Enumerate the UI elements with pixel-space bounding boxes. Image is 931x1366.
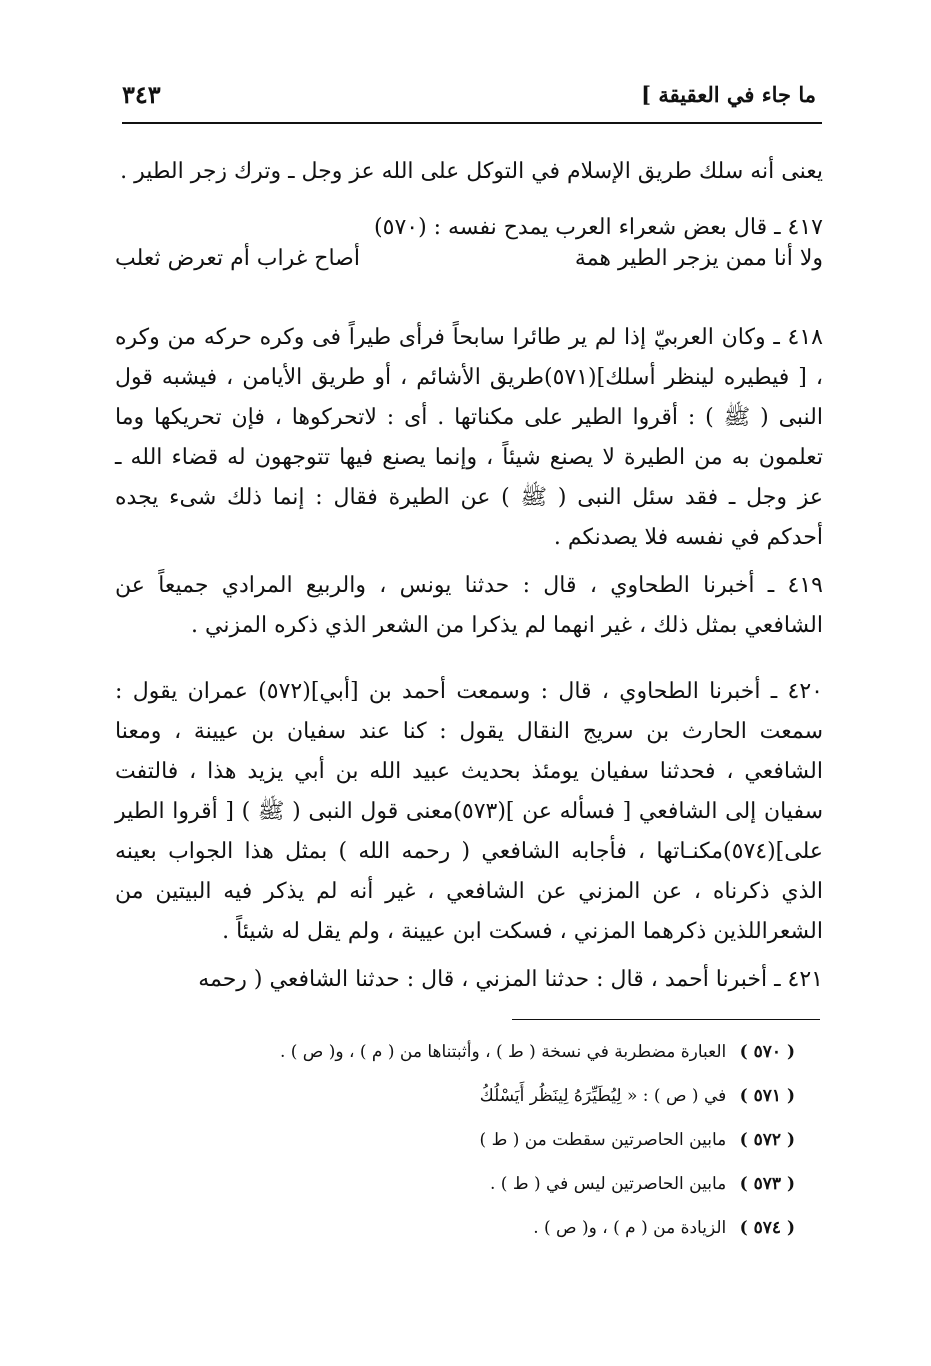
paragraph-418: ٤١٨ ـ وكان العربيّ إذا لم ير طائرا سابحاً فرأى طيراً فى وكره حركه من وكره ، [ فيطيره لينظر أسلك](٥٧١)طريق الأشائم ، أو طريق الأيامن ، فيشبه قول النبى ( ﷺ ) : أقروا الطير على مكناتها . أى : لاتحركوها ، فإن تحريكها وما تعلمون به من الطيرة لا يصنع شيئاً ، وإنما يصنع فيها تتوجهون له قضاء الله ـ عز وجل ـ فقد سئل النبى ( ﷺ ) عن الطيرة فقال : إنما ذلك شىء يجده أحدكم في نفسه فلا يصدنكم . bbox=[115, 325, 823, 550]
paragraph-421: ٤٢١ ـ أخبرنا أحمد ، قال : حدثنا المزني ، قال : حدثنا الشافعي ( رحمه bbox=[198, 967, 823, 992]
paragraph-420: ٤٢٠ ـ أخبرنا الطحاوي ، قال : وسمعت أحمد بن [أبي](٥٧٢) عمران يقول : سمعت الحارث بن سريج النقال يقول : كنا عند سفيان بن عيينة ، ومعنا الشافعي ، فحدثنا سفيان يومئذ بحديث عبيد الله بن أبي يزيد هذا ، فالتفت سفيان إلى الشافعي [ فسأله عن ](٥٧٣)معنى قول النبى ( ﷺ ) [ أقروا الطير على](٥٧٤)مكنـاتها ، فأجابه الشافعي ( رحمه الله ) بمثل هذا الجواب بعينه الذي ذكرناه ، عن المزني عن الشافعي ، غير أنه لم يذكر فيه البيتين من الشعراللذين ذكرهما المزني ، فسكت ابن عيينة ، ولم يقل له شيئاً . bbox=[115, 679, 824, 944]
header-rule bbox=[122, 122, 822, 124]
footnote-text: مابين الحاصرتين ليس في ( ط ) . bbox=[489, 1174, 727, 1194]
footnotes bbox=[230, 1030, 795, 1250]
footnote-item bbox=[230, 1206, 795, 1250]
footnote-text: مابين الحاصرتين سقطت من ( ط ) bbox=[479, 1130, 727, 1150]
page-header bbox=[122, 80, 822, 120]
footnote-text: في ( ص ) : « لِيُطَيِّرَهُ لِينَظُر أَيَسْلُكُ bbox=[479, 1086, 727, 1106]
footnote-number: ( ٥٧١ ) bbox=[739, 1086, 795, 1106]
footnote-item bbox=[230, 1162, 795, 1206]
poem-verse bbox=[115, 246, 823, 286]
footnote-item bbox=[230, 1030, 795, 1074]
running-title: ما جاء في العقيقة ] bbox=[641, 82, 816, 107]
footnote-item bbox=[230, 1118, 795, 1162]
paragraph-417: ٤١٧ ـ قال بعض شعراء العرب يمدح نفسه : (٥٧٠) bbox=[374, 215, 823, 240]
footnote-number: ( ٥٧٠ ) bbox=[739, 1042, 795, 1062]
footnote-rule bbox=[512, 1019, 820, 1020]
intro-paragraph: يعنى أنه سلك طريق الإسلام في التوكل على الله عز وجل ـ وترك زجر الطير . bbox=[120, 159, 823, 184]
footnote-text: الزيادة من ( م ) ، و( ص ) . bbox=[533, 1218, 727, 1238]
footnote-number: ( ٥٧٣ ) bbox=[739, 1174, 795, 1194]
footnote-number: ( ٥٧٢ ) bbox=[739, 1130, 795, 1150]
footnote-item bbox=[230, 1074, 795, 1118]
footnote-text: العبارة مضطربة في نسخة ( ط ) ، وأثبتناها من ( م ) ، و( ص ) . bbox=[279, 1042, 727, 1062]
verse-first-hemistich: ولا أنا ممن يزجر الطير همة bbox=[574, 246, 823, 271]
page-number: ٣٤٣ bbox=[122, 80, 161, 109]
verse-second-hemistich: أصاح غراب أم تعرض ثعلب bbox=[115, 246, 360, 271]
paragraph-419: ٤١٩ ـ أخبرنا الطحاوي ، قال : حدثنا يونس ، والربيع المرادي جميعاً عن الشافعي بمثل ذلك ، غير انهما لم يذكرا من الشعر الذي ذكره المزني . bbox=[115, 573, 823, 638]
footnote-number: ( ٥٧٤ ) bbox=[739, 1218, 795, 1238]
